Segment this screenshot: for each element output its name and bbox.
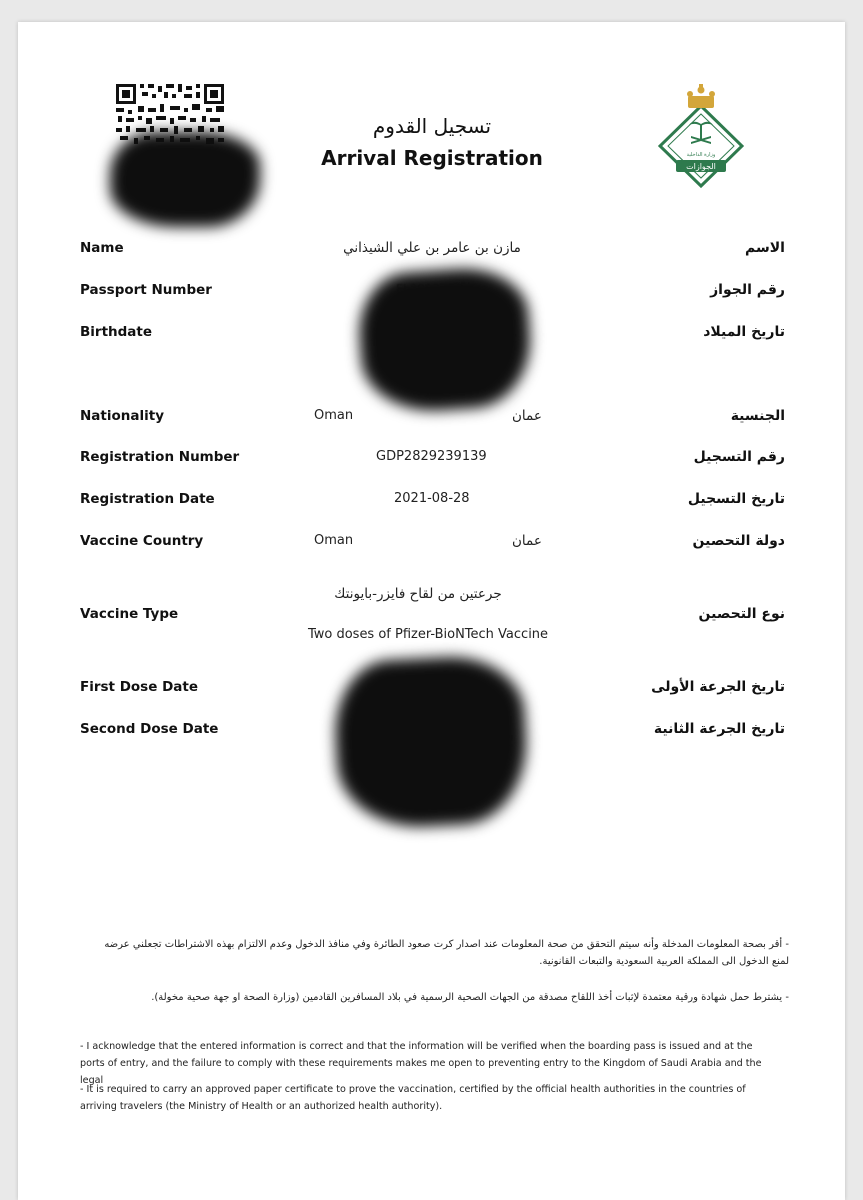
document-page (18, 22, 845, 1200)
vaccine-type-value-arabic: جرعتين من لقاح فايزر-بايونتك (334, 586, 502, 602)
vaccine-country-label-arabic: دولة التحصين (692, 533, 785, 549)
nationality-value: Oman (314, 408, 354, 423)
note-english-1: - I acknowledge that the entered information is correct and that the information will be verified when the boarding pass is issued and at the ports of entry, and the failure to comply with these requirements makes me open to preventing entry to the Kingdom of Saudi Arabia and the legal (80, 1041, 762, 1086)
name-label: Name (80, 240, 124, 256)
redaction-blob (332, 653, 531, 831)
vaccine-type-label: Vaccine Type (80, 606, 179, 622)
registration-number-label: Registration Number (80, 449, 240, 465)
second-dose-label-arabic: تاريخ الجرعة الثانية (653, 721, 785, 737)
nationality-value-arabic: عمان (512, 408, 542, 424)
note-arabic-2: - يشترط حمل شهادة ورقية معتمدة لإثبات أخذ اللقاح مصدقة من الجهات الصحية الرسمية في بلاد المسافرين القادمين (وزارة الصحة او جهة صحية مخولة). (151, 992, 789, 1003)
nationality-label-arabic: الجنسية (730, 408, 785, 424)
passport-label: Passport Number (80, 282, 212, 298)
registration-date-value: 2021-08-28 (394, 491, 470, 506)
note-english-2: - It is required to carry an approved paper certificate to prove the vaccination, certified by the official health authorities in the countries of arriving travelers (the Ministry of Health or an authorized health authority). (80, 1084, 746, 1112)
registration-number-value: GDP2829239139 (376, 449, 487, 464)
logo-text: الجوازات (686, 162, 716, 171)
registration-date-label: Registration Date (80, 491, 215, 507)
second-dose-label: Second Dose Date (80, 721, 219, 737)
registration-date-label-arabic: تاريخ التسجيل (687, 491, 785, 507)
page-title: Arrival Registration (321, 146, 543, 170)
first-dose-label: First Dose Date (80, 679, 198, 695)
redaction-blob (355, 264, 534, 416)
registration-number-label-arabic: رقم التسجيل (693, 449, 785, 465)
name-label-arabic: الاسم (745, 240, 785, 256)
vaccine-country-label: Vaccine Country (80, 533, 204, 549)
svg-text:وزارة الداخلية: وزارة الداخلية (686, 152, 716, 158)
vaccine-country-value-arabic: عمان (512, 533, 542, 549)
first-dose-label-arabic: تاريخ الجرعة الأولى (651, 679, 785, 695)
vaccine-type-label-arabic: نوع التحصين (698, 606, 785, 622)
vaccine-type-value: Two doses of Pfizer-BioNTech Vaccine (307, 627, 549, 642)
nationality-label: Nationality (80, 408, 164, 424)
passport-label-arabic: رقم الجواز (710, 282, 785, 298)
note-arabic-1: - أقر بصحة المعلومات المدخلة وأنه سيتم التحقق من صحة المعلومات عند اصدار كرت صعود الطائرة وفي منافذ الدخول وعدم الالتزام بهذه الاشتراطات تجعلني عرضه لمنع الدخول الى المملكة العربية السعودية والتبعات القانونية. (104, 939, 789, 967)
birthdate-label-arabic: تاريخ الميلاد (703, 324, 785, 340)
birthdate-label: Birthdate (80, 324, 153, 340)
vaccine-country-value: Oman (314, 533, 354, 548)
redaction-blob (110, 132, 260, 227)
name-value: مازن بن عامر بن علي الشيذاني (343, 240, 521, 256)
page-title-arabic: تسجيل القدوم (372, 114, 492, 138)
jawazat-emblem-icon (658, 84, 744, 194)
